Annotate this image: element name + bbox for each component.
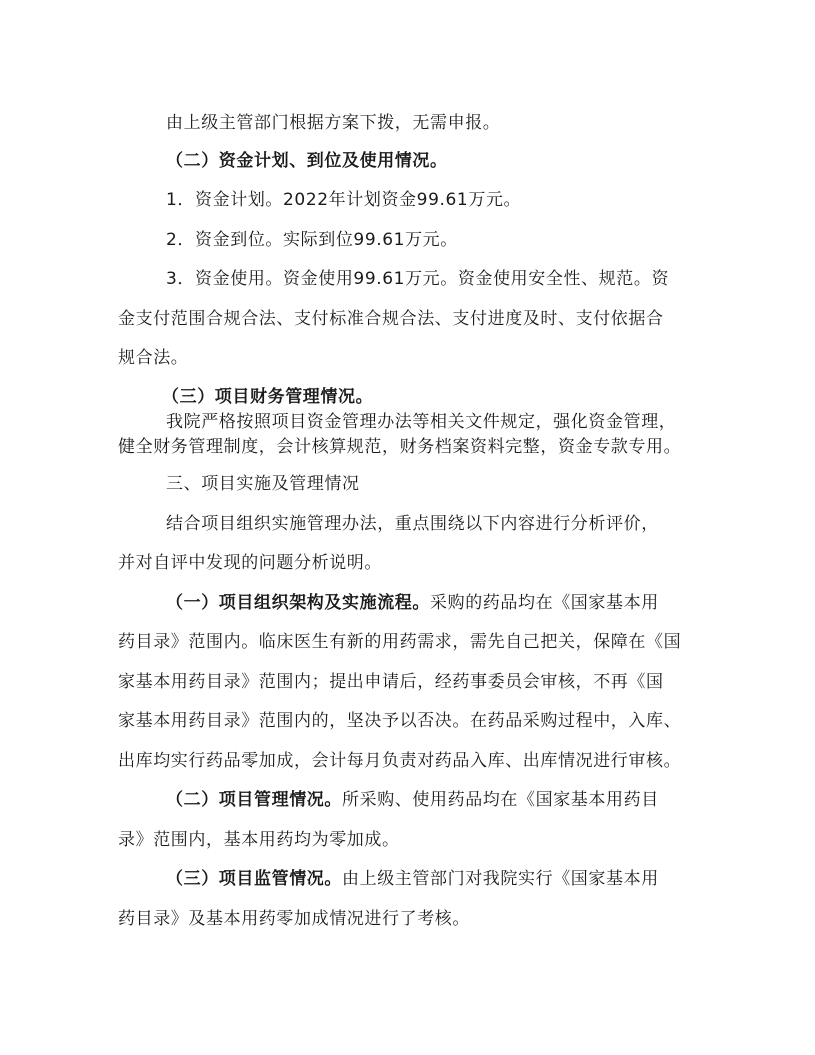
heading-org-structure: （一）项目组织架构及实施流程。 [166,593,430,613]
heading-funds-plan-usage: （二）资金计划、到位及使用情况。 [166,151,448,171]
paragraph-mgmt-line-2: 录》范围内，基本用药均为零加成。 [118,830,400,850]
paragraph-funds-use-line-3: 规合法。 [118,348,189,368]
paragraph-org-line-5: 出库均实行药品零加成，会计每月负责对药品入库、出库情况进行审核。 [118,751,682,771]
paragraph-financial-line-1: 我院严格按照项目资金管理办法等相关文件规定，强化资金管理， [166,412,677,432]
paragraph-org-line-2: 药目录》范围内。临床医生有新的用药需求，需先自己把关，保障在《国 [118,632,682,652]
paragraph-intro-line-2: 并对自评中发现的问题分析说明。 [118,553,382,573]
heading-project-management: （二）项目管理情况。 [166,790,342,810]
paragraph-org-text-start: 采购的药品均在《国家基本用 [430,593,659,613]
paragraph-mgmt-text-start: 所采购、使用药品均在《国家基本用药目 [342,790,659,810]
paragraph-sup-line-2: 药目录》及基本用药零加成情况进行了考核。 [118,909,470,929]
paragraph-funds-arrival: 2．资金到位。实际到位99.61万元。 [166,230,458,250]
paragraph-org-line-1 [166,592,659,614]
paragraph-funding-source: 由上级主管部门根据方案下拨，无需申报。 [166,113,501,133]
paragraph-sup-line-1 [166,868,659,890]
heading-project-supervision: （三）项目监管情况。 [166,869,342,889]
heading-section-implementation: 三、项目实施及管理情况 [166,474,360,494]
paragraph-funds-use-line-1: 3．资金使用。资金使用99.61万元。资金使用安全性、规范。资 [166,269,670,289]
paragraph-financial-line-2: 健全财务管理制度，会计核算规范，财务档案资料完整，资金专款专用。 [118,437,682,457]
paragraph-sup-text-start: 由上级主管部门对我院实行《国家基本用 [342,869,659,889]
paragraph-funds-plan: 1．资金计划。2022年计划资金99.61万元。 [166,190,522,210]
paragraph-org-line-4: 家基本用药目录》范围内的，坚决予以否决。在药品采购过程中，入库、 [118,711,682,731]
paragraph-org-line-3: 家基本用药目录》范围内；提出申请后，经药事委员会审核，不再《国 [118,672,664,692]
paragraph-intro-line-1: 结合项目组织实施管理办法，重点围绕以下内容进行分析评价， [166,514,659,534]
heading-financial-management: （三）项目财务管理情况。 [162,387,374,407]
paragraph-funds-use-line-2: 金支付范围合规合法、支付标准合规合法、支付进度及时、支付依据合 [118,309,664,329]
paragraph-mgmt-line-1 [166,789,659,811]
